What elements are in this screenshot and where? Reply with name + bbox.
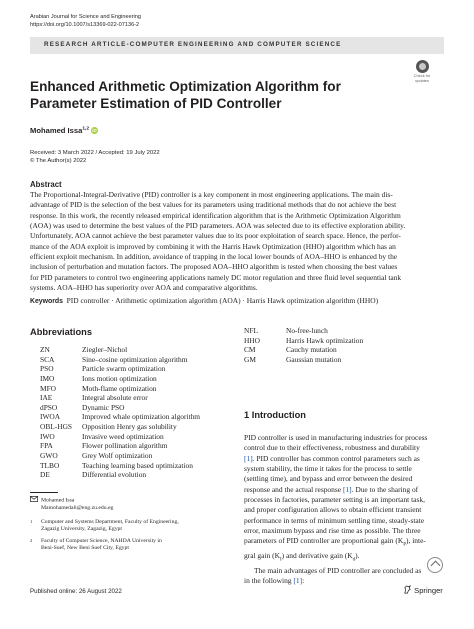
footnotes — [30, 496, 230, 553]
intro-line: PID controller is used in manufacturing industries for process — [244, 433, 428, 442]
abstract-line: advantage of PID is the selection of the best values for its parameters using traditional methods that do not achieve the best — [30, 200, 397, 210]
intro-line: processes in factories, parameter setting is an important task, — [244, 495, 425, 505]
abbr-key: IMO — [40, 373, 55, 383]
citation-link[interactable]: [1] — [244, 453, 253, 463]
abbr-value: Moth-flame optimization — [82, 383, 157, 393]
abbreviation-row — [40, 345, 200, 355]
abbr-key: FPA — [40, 441, 53, 451]
affiliation-2-num: 2 — [30, 537, 33, 543]
abbreviation-row — [40, 461, 200, 471]
abbreviation-row — [40, 384, 200, 394]
abstract-line: mance of the AOA exploit is improved by combining it with the Harris Hawk Optimization (HHO) algorithm which has an — [30, 241, 396, 251]
journal-header — [30, 14, 141, 29]
intro-line: parameters of PID controller are proportional gain $(K_P)$, inte- — [244, 536, 426, 548]
intro-line: system stability, the time it takes for the process to settle — [244, 464, 412, 474]
abbr-value: Sine–cosine optimization algorithm — [82, 354, 188, 364]
envelope-icon — [30, 496, 38, 502]
author-line — [30, 126, 98, 135]
article-dates — [30, 150, 160, 166]
citation-link[interactable]: [1] — [342, 484, 352, 494]
abbr-key: HHO — [244, 335, 261, 345]
article-type-label: RESEARCH ARTICLE-COMPUTER ENGINEERING AND COMPUTER SCIENCE — [44, 41, 342, 48]
abbr-value: Cauchy mutation — [286, 345, 337, 355]
contact-email[interactable]: Mamohamedali@eng.zu.edu.eg — [41, 505, 114, 512]
copyright: © The Author(s) 2022 — [30, 157, 87, 164]
abbreviation-row — [40, 393, 200, 403]
abbr-key: IWO — [40, 431, 55, 441]
abbreviations-list-right — [244, 326, 363, 365]
abbr-value: Teaching learning based optimization — [82, 460, 193, 470]
orcid-icon[interactable]: iD — [92, 128, 97, 133]
abbr-key: DE — [40, 470, 50, 480]
abbreviations-heading: Abbreviations — [30, 327, 92, 337]
publisher-name: Springer — [414, 586, 443, 595]
abbr-value: Ions motion optimization — [82, 373, 157, 383]
introduction-heading: 1 Introduction — [244, 410, 306, 420]
abstract-line: systems. AOA–HHO has superiority over AOA and comparative algorithms. — [30, 283, 258, 293]
abbr-value: Flower pollination algorithm — [82, 441, 168, 451]
check-updates-line2: updates — [415, 78, 429, 84]
abstract-line: efficient exploit mechanism. In addition, avoidance of trapping in the local lower bounds of AOA–HHO is enhanced by the — [30, 252, 398, 262]
keywords-text: PID controller · Arithmetic optimization algorithm (AOA) · Harris Hawk optimization algorithm (HHO) — [66, 296, 379, 305]
abstract-line: The Proportional-Integral-Derivative (PID) controller is a key component in most engineering applications. The main dis- — [30, 190, 393, 199]
affiliation-2 — [30, 538, 230, 553]
abbr-key: OBL-HGS — [40, 422, 73, 432]
keywords-label: Keywords — [30, 298, 63, 305]
publisher-logo[interactable] — [403, 585, 443, 595]
abbreviation-row — [40, 364, 200, 374]
abbreviation-row — [244, 336, 363, 346]
citation-link[interactable]: [1] — [293, 576, 303, 586]
abbreviation-row — [40, 374, 200, 384]
received-accepted: Received: 3 March 2022 / Accepted: 19 July 2022 — [30, 150, 160, 156]
abbreviation-row — [40, 432, 200, 442]
article-type-banner — [30, 37, 444, 54]
abbr-value: Gaussian mutation — [286, 354, 342, 364]
abbreviation-row — [244, 355, 363, 365]
abbreviation-row — [40, 441, 200, 451]
abbr-key: dPSO — [40, 402, 58, 412]
abbr-value: Particle swarm optimization — [82, 364, 166, 374]
abbr-key: PSO — [40, 364, 54, 374]
abbr-key: ZN — [40, 345, 50, 354]
abstract-text — [30, 190, 444, 293]
back-to-top-icon[interactable] — [427, 557, 443, 573]
abbreviation-row — [40, 451, 200, 461]
abbr-value: Invasive weed optimization — [82, 431, 164, 441]
abbr-value: Ziegler–Nichol — [82, 345, 128, 354]
contact-name: Mohamed Issa — [41, 497, 75, 504]
intro-line: error, maximum bypass and rise time as possible. The three — [244, 526, 421, 536]
abstract-line: response. In this work, the recently released empirical identification algorithm that is the Arithmetic Optimization Algorithm — [30, 210, 401, 220]
abbr-key: MFO — [40, 383, 57, 393]
intro-line: in the following [1]: — [244, 576, 305, 586]
author-name[interactable]: Mohamed Issa — [30, 126, 83, 135]
abbreviation-row — [40, 355, 200, 365]
author-affiliation-sup: 1,2 — [82, 126, 90, 132]
intro-line: performance in terms of minimum settling time, steady-state — [244, 515, 425, 525]
intro-line: (settling time), and bypass and error between the desired — [244, 474, 413, 484]
abbr-value: No-free-lunch — [286, 326, 328, 335]
intro-line: [1]. PID controller has common control parameters such as — [244, 453, 420, 463]
abbr-value: Improved whale optimization algorithm — [82, 412, 201, 422]
abbr-key: SCA — [40, 354, 55, 364]
affiliation-1-num: 1 — [30, 518, 33, 524]
check-updates-line1: Check for — [413, 73, 431, 78]
abbr-key: CM — [244, 345, 256, 355]
paper-title: Enhanced Arithmetic Optimization Algorithm for Parameter Estimation of PID Controller — [30, 79, 341, 111]
abbr-key: IWOA — [40, 412, 61, 422]
introduction-text — [244, 433, 444, 587]
abbreviation-row — [244, 345, 363, 355]
intro-line: gral gain $(K_I)$ and derivative gain $(K_d)$. — [244, 551, 360, 563]
journal-doi[interactable]: https://doi.org/10.1007/s13369-022-07136-2 — [30, 21, 140, 28]
abstract-line: inclusion of perturbation and mutation factors. The proposed AOA–HHO algorithm is tested when choosing the best values — [30, 262, 398, 272]
affiliation-2-line1: Faculty of Computer Science, NAHDA University in — [41, 537, 162, 544]
footnote-rule — [30, 492, 58, 493]
abbr-value: Opposition Henry gas solubility — [82, 422, 177, 432]
abbr-key: TLBO — [40, 460, 60, 470]
keywords — [30, 296, 444, 307]
intro-line: and proper configuration allows to obtain efficient transient — [244, 505, 422, 515]
abbreviation-row — [40, 422, 200, 432]
abbr-value: Dynamic PSO — [82, 402, 125, 412]
abbr-value: Integral absolute error — [82, 393, 148, 403]
abbreviation-row — [244, 326, 363, 336]
springer-horse-icon — [403, 585, 412, 594]
abbreviation-row — [40, 412, 200, 422]
check-for-updates-badge[interactable] — [406, 60, 438, 84]
contact-line — [30, 496, 230, 505]
affiliation-2-line2: Beni-Suef, New Beni Suef City, Egypt — [41, 545, 129, 552]
abbr-value: Harris Hawk optimization — [286, 335, 364, 345]
abbreviation-row — [40, 403, 200, 413]
abbr-key: NFL — [244, 326, 258, 335]
abstract-line: (AOA) was used to determine the best values of the PID parameters. AOA was selected due to its effective exploration ability. — [30, 221, 406, 231]
abstract-line: Unfortunately, AOA cannot achieve the best parameter values due to its poor exploitation of search space. Hence, the perfor- — [30, 231, 401, 241]
abbreviation-row — [40, 470, 200, 480]
abbr-value: Grey Wolf optimization — [82, 451, 153, 461]
intro-line: response and the actual response [1]. Due to the sharing of — [244, 484, 419, 494]
abbr-value: Differential evolution — [82, 470, 147, 480]
intro-line: control due to their effectiveness, robustness and durability — [244, 443, 420, 453]
abstract-line: for PID parameters to control two engineering applications namely DC motor regulation and three fluid level sequential tank — [30, 272, 402, 282]
abbr-key: GM — [244, 354, 256, 364]
abbreviations-list-left — [40, 345, 200, 480]
abstract-heading: Abstract — [30, 180, 62, 189]
affiliation-1-line1: Computer and Systems Department, Faculty of Engineering, — [41, 518, 179, 525]
abbr-key: GWO — [40, 451, 58, 461]
intro-line: The main advantages of PID controller are concluded as — [254, 566, 422, 576]
published-online: Published online: 26 August 2022 — [30, 588, 122, 595]
affiliation-1 — [30, 519, 230, 534]
journal-name: Arabian Journal for Science and Engineering — [30, 14, 142, 20]
abbr-key: IAE — [40, 393, 53, 403]
affiliation-1-line2: Zagazig University, Zagazig, Egypt — [41, 526, 122, 533]
check-updates-icon — [416, 60, 429, 73]
